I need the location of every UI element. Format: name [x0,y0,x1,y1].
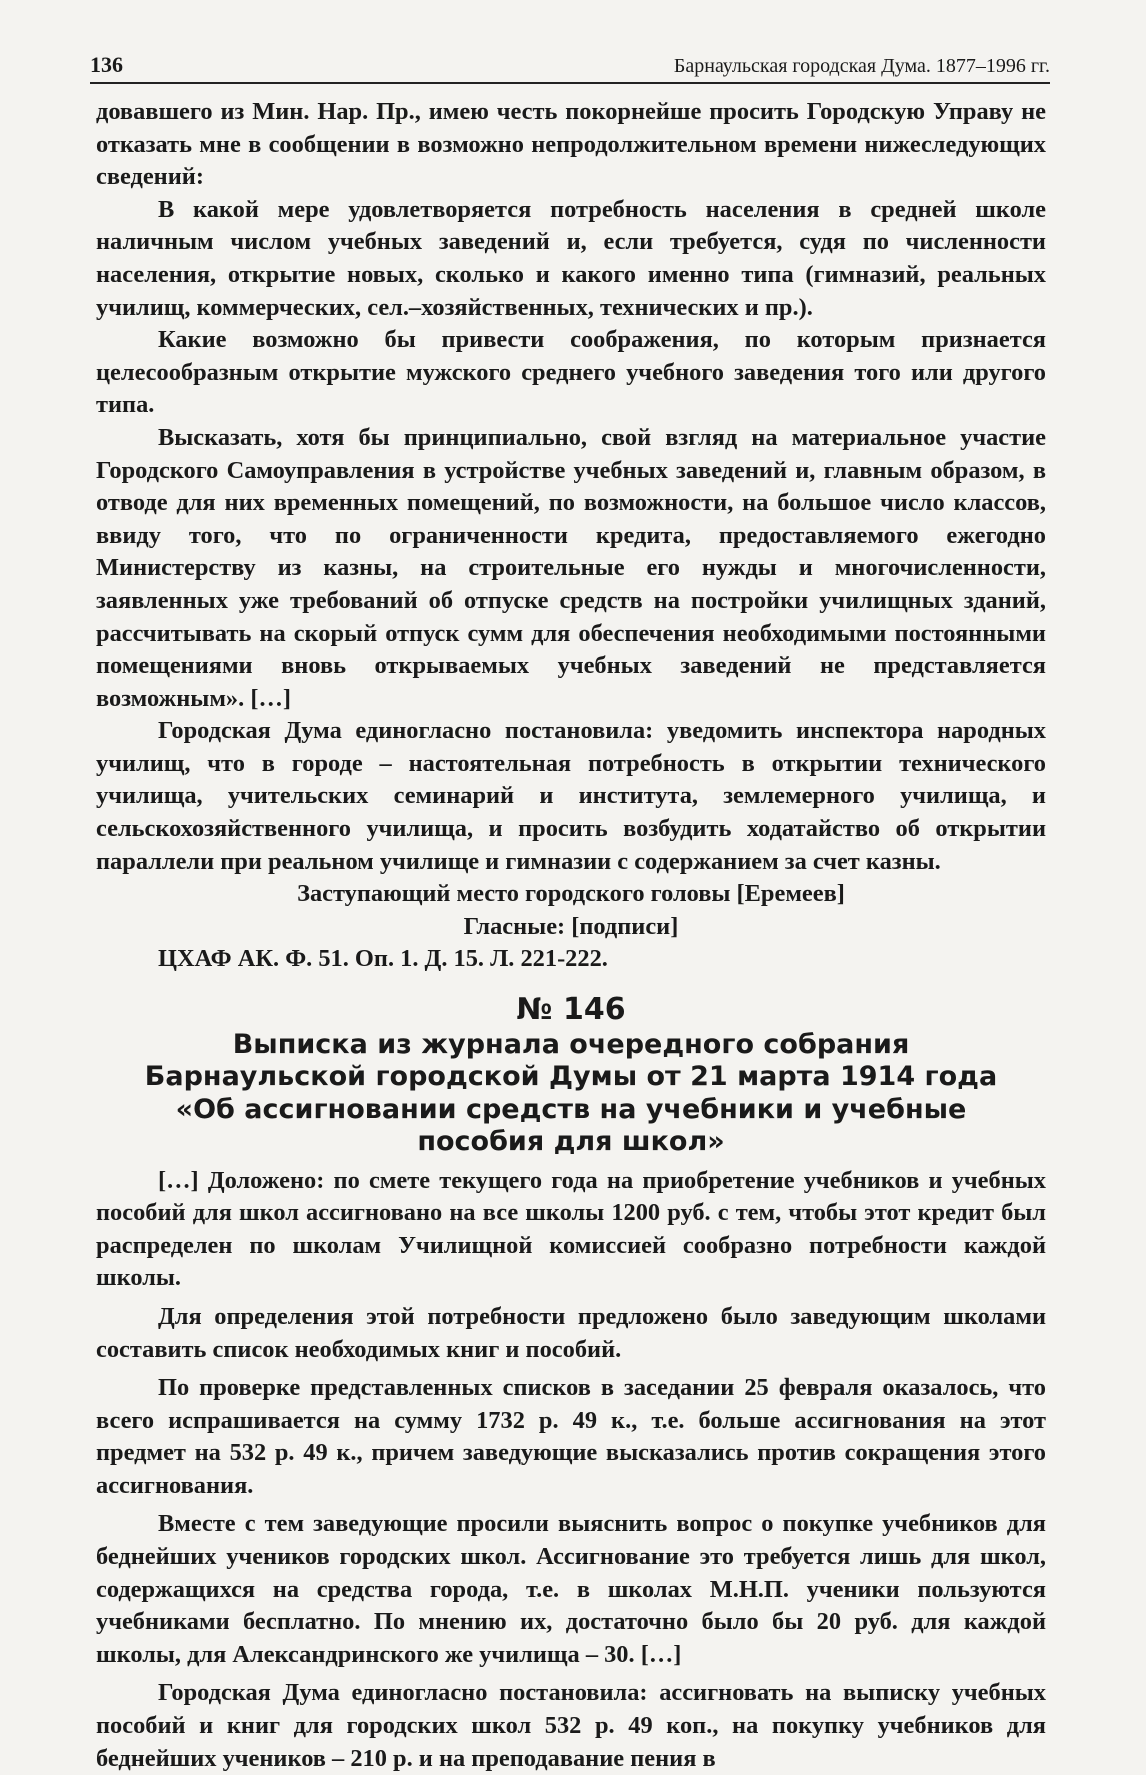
body-paragraph: Городская Дума единогласно постановила: ассигновать на выписку учебных пособий и книг для городских школ 532 р. 49 коп., на покупку учебников для беднейших учеников – 210 р. и на преподавание пения в [96,1679,1046,1772]
document-heading [96,994,1046,1159]
signature-members: Гласные: [подписи] [463,912,679,940]
document-title-line: пособия для школ» [417,1126,725,1158]
body-paragraph: Для определения этой потребности предложено было заведующим школами составить список необходимых книг и пособий. [96,1302,1046,1363]
body-paragraph: По проверке представленных списков в заседании 25 февраля оказалось, что всего испрашивается на сумму 1732 р. 49 к., т.е. больше ассигнования на этот предмет на 532 р. 49 к., причем заведующие высказались против сокращения этого ассигнования. [96,1374,1046,1499]
document-body [96,1165,1046,1775]
page-content [96,96,1046,1775]
running-header [90,50,1050,84]
body-paragraph: Вместе с тем заведующие просили выяснить вопрос о покупке учебников для беднейших учеников городских школ. Ассигнование это требуется лишь для школ, содержащихся на средства города, т.е. в школах М.Н.П. ученики пользуются учебниками бесплатно. По мнению их, достаточно было бы 20 руб. для каждой школы, для Александринского же училища – 30. […] [96,1510,1046,1668]
archive-reference: ЦХАФ АК. Ф. 51. Оп. 1. Д. 15. Л. 221-222. [158,945,608,973]
question-3: Высказать, хотя бы принципиально, свой взгляд на материальное участие Городского Самоуправления в устройстве учебных заведений и, главным образом, в отводе для них временных помещений, по возможности, на большое число классов, ввиду того, что по ограниченности кредита, предоставляемого ежегодно Министерству из казны, на строительные его нужды и многочисленности, заявленных уже требований об отпуске средств на постройки училищных зданий, рассчитывать на скорый отпуск сумм для обеспечения необходимыми постоянными помещениями вновь открываемых учебных заведений не представляется возможным». […] [96,423,1046,712]
running-title: Барнаульская городская Дума. 1877–1996 гг. [673,55,1050,77]
document-title-line: «Об ассигновании средств на учебники и учебные [175,1093,967,1125]
document-number: № 146 [516,992,626,1028]
question-1: В какой мере удовлетворяется потребность населения в средней школе наличным числом учебных заведений и, если требуется, судя по численности населения, открытие новых, сколько и какого именно типа (гимназий, реальных училищ, коммерческих, сел.–хозяйственных, технических и пр.). [96,195,1046,321]
question-2: Какие возможно бы привести соображения, по которым признается целесообразным открытие мужского среднего учебного заведения того или другого типа. [96,326,1046,419]
body-paragraph: […] Доложено: по смете текущего года на приобретение учебников и учебных пособий для школ ассигновано на все школы 1200 руб. с тем, чтобы этот кредит был распределен по школам Училищной комиссией сообразно потребности каждой школы. [96,1166,1046,1292]
document-title-line: Выписка из журнала очередного собрания [232,1028,910,1060]
page-number: 136 [90,52,123,77]
document-title-line: Барнаульской городской Думы от 21 марта 1914 года [144,1061,998,1093]
resolution-paragraph: Городская Дума единогласно постановила: уведомить инспектора народных училищ, что в городе – настоятельная потребность в открытии технического училища, учительских семинарий и института, землемерного училища, и сельскохозяйственного училища, и просить возбудить ходатайство об открытии параллели при реальном училище и гимназии с содержанием за счет казны. [96,717,1046,875]
letter-intro: довавшего из Мин. Нар. Пр., имею честь покорнейше просить Городскую Управу не отказать мне в сообщении в возможно непродолжительном времени нижеследующих сведений: [96,98,1046,191]
signature-chair: Заступающий место городского головы [Еремеев] [297,880,845,908]
